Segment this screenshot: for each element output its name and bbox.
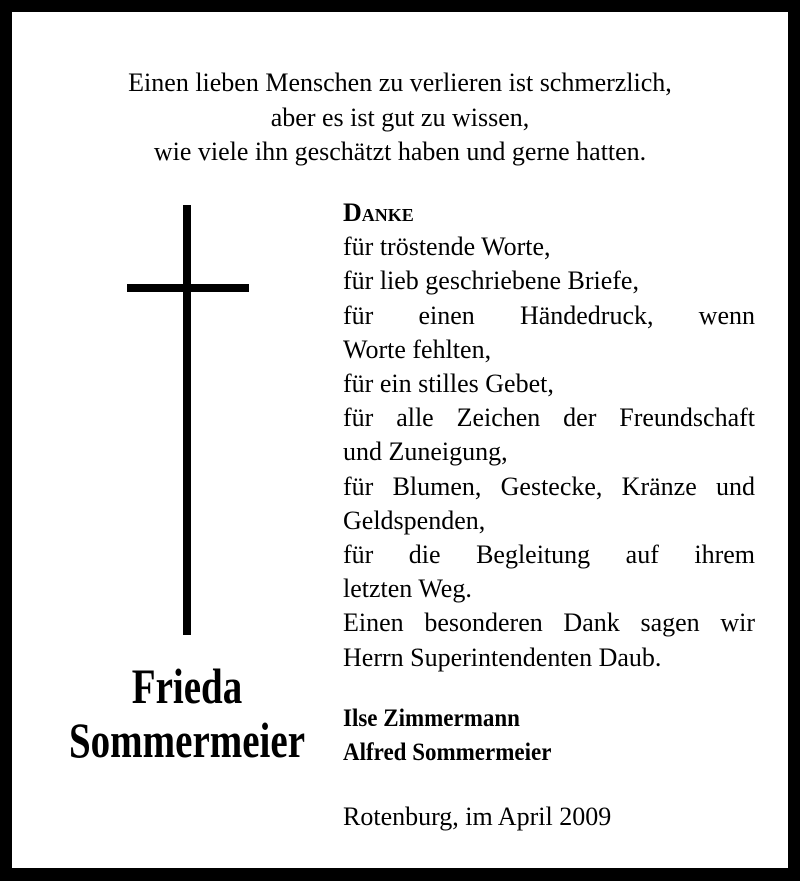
thanks-line: für lieb geschriebene Briefe, xyxy=(343,266,639,296)
thanks-line: für alle Zeichen der Freundschaft xyxy=(343,403,755,433)
thanks-line: Worte fehlten, xyxy=(343,334,492,364)
cross-icon xyxy=(183,205,191,635)
signatory: Ilse Zimmermann xyxy=(343,705,520,732)
thanks-line: für die Begleitung auf ihrem xyxy=(343,540,755,570)
thanks-text xyxy=(343,196,755,675)
thanks-line: Geldspenden, xyxy=(343,505,486,535)
thanks-line: für ein stilles Gebet, xyxy=(343,369,554,399)
thanks-line: letzten Weg. xyxy=(343,574,472,604)
thanks-line: und Zuneigung, xyxy=(343,437,508,467)
intro-quote xyxy=(0,66,800,170)
thanks-line: für tröstende Worte, xyxy=(343,232,551,262)
deceased-first-name: Frieda xyxy=(131,658,243,714)
thanks-line: für einen Händedruck, wenn xyxy=(343,300,755,330)
intro-line: Einen lieben Menschen zu verlieren ist schmerzlich, xyxy=(128,68,672,97)
deceased-last-name: Sommermeier xyxy=(68,712,306,768)
thanks-heading: Danke xyxy=(343,198,414,227)
cross-icon-bar xyxy=(127,284,249,292)
thanks-line: für Blumen, Gestecke, Kränze und xyxy=(343,471,755,501)
signatory: Alfred Sommermeier xyxy=(343,739,552,766)
intro-line: wie viele ihn geschätzt haben und gerne hatten. xyxy=(153,137,647,166)
intro-line: aber es ist gut zu wissen, xyxy=(270,102,530,132)
thanks-line: Herrn Superintendenten Daub. xyxy=(343,642,662,672)
place-date: Rotenburg, im April 2009 xyxy=(343,802,612,831)
thanks-line: Einen besonderen Dank sagen wir xyxy=(343,608,755,638)
